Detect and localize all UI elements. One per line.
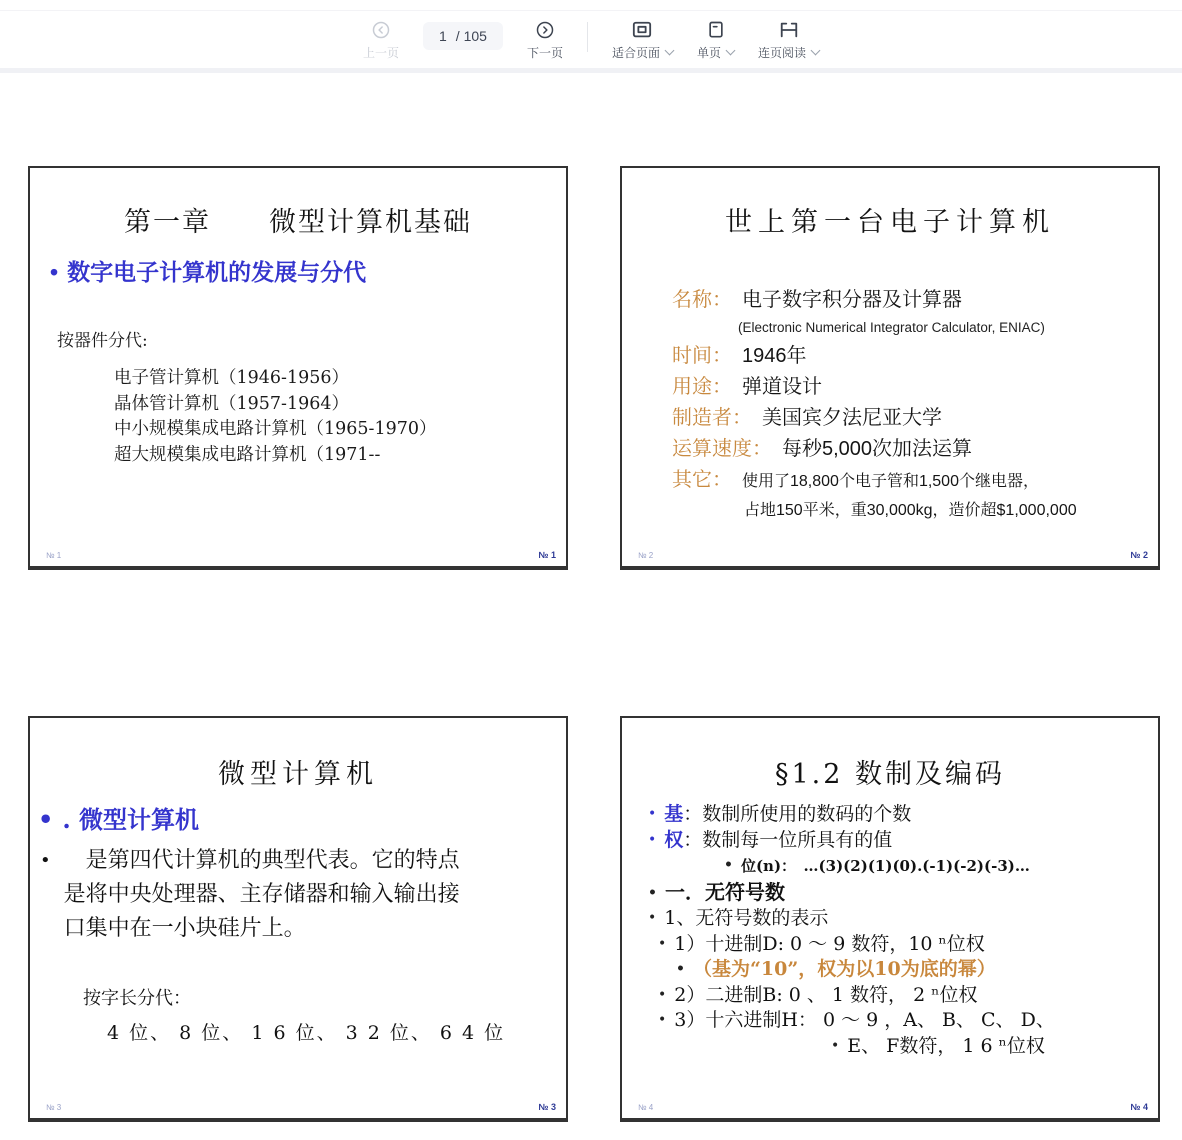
list-item: • 1）十进制D: 0 ～ 9 数符，10 ⁿ位权 bbox=[648, 932, 1150, 958]
paragraph-line: 是第四代计算机的典型代表。它的特点 bbox=[63, 848, 460, 873]
bullet-icon: • bbox=[648, 910, 657, 926]
number-system-list bbox=[648, 802, 1150, 1059]
slide3-title: 微型计算机 bbox=[218, 759, 378, 790]
fact-row bbox=[622, 371, 1158, 402]
list-item: • E、 F数符， 1 6 ⁿ位权 bbox=[648, 1034, 1150, 1060]
next-page-button[interactable] bbox=[527, 19, 563, 61]
fact-row bbox=[622, 284, 1158, 315]
fact-row bbox=[622, 433, 1158, 464]
fact-label: 用途： bbox=[672, 374, 732, 398]
bullet-icon: • bbox=[40, 850, 51, 871]
fit-page-icon bbox=[631, 19, 653, 41]
slide-number-left: № 2 bbox=[638, 551, 654, 560]
fact-value: 每秒5,000次加法运算 bbox=[782, 438, 973, 460]
fact-row bbox=[622, 464, 1158, 497]
continuous-read-icon bbox=[778, 19, 800, 41]
list-item: • 权：数制每一位所具有的值 bbox=[648, 828, 1150, 854]
fact-label: 时间： bbox=[672, 343, 732, 367]
bullet-icon: • bbox=[724, 857, 733, 873]
slide3-bullet-line: • . 微型计算机 bbox=[38, 805, 200, 834]
bullet-icon: • bbox=[658, 1012, 667, 1028]
generation-item: 中小规模集成电路计算机（1965-1970） bbox=[114, 419, 437, 439]
list-item: • 2）二进制B: 0 、 1 数符， 2 ⁿ位权 bbox=[648, 983, 1150, 1009]
slide-page-1[interactable] bbox=[28, 166, 568, 570]
fact-row bbox=[622, 315, 1158, 340]
generation-list bbox=[114, 366, 436, 468]
slide-page-2[interactable] bbox=[620, 166, 1160, 570]
fact-value: 使用了18,800个电子管和1,500个继电器， bbox=[742, 473, 1039, 490]
fact-value: 占地150平米，重30,000kg，造价超$1,000,000 bbox=[744, 502, 1077, 519]
list-item: • 一．无符号数 bbox=[648, 880, 1150, 907]
list-item: • 3）十六进制H： 0 ～ 9 ，A、 B、 C、 D、 bbox=[648, 1008, 1150, 1034]
fact-label: 制造者： bbox=[672, 405, 752, 429]
fact-label: 名称： bbox=[672, 287, 732, 311]
pdf-toolbar bbox=[0, 11, 1182, 68]
eniac-facts-list bbox=[622, 284, 1158, 524]
slide-number-left: № 3 bbox=[46, 1103, 62, 1112]
fact-value: 美国宾夕法尼亚大学 bbox=[762, 407, 942, 429]
slide3-paragraph bbox=[40, 844, 558, 946]
continuous-read-button[interactable] bbox=[758, 19, 819, 61]
fact-value: (Electronic Numerical Integrator Calculator, ENIAC) bbox=[738, 320, 1045, 335]
list-item: • 位(n)： …(3)(2)(1)(0).(-1)(-2)(-3)… bbox=[648, 853, 1150, 880]
toolbar-bottom-strip bbox=[0, 68, 1182, 73]
slide1-bullet-line: • 数字电子计算机的发展与分代 bbox=[50, 259, 367, 285]
prev-page-button[interactable] bbox=[363, 19, 399, 61]
page-indicator[interactable] bbox=[423, 22, 503, 50]
slide4-title: §1.2 数制及编码 bbox=[774, 759, 1006, 790]
next-page-label: 下一页 bbox=[526, 45, 563, 60]
fact-label: 其它： bbox=[672, 467, 732, 491]
list-item: • （基为“10”，权为以10为底的幂） bbox=[648, 957, 1150, 983]
fact-row bbox=[622, 497, 1158, 524]
single-page-button[interactable] bbox=[697, 19, 734, 61]
fact-value: 弹道设计 bbox=[742, 376, 822, 398]
bullet-icon: • bbox=[831, 1037, 840, 1054]
fact-row bbox=[622, 402, 1158, 433]
term-keyword: 基 bbox=[664, 803, 684, 825]
bullet-icon: • bbox=[648, 806, 657, 822]
bullet-icon: • bbox=[50, 259, 59, 285]
continuous-read-label: 连页阅读 bbox=[758, 45, 807, 60]
paragraph-line: 口集中在一小块硅片上。 bbox=[63, 916, 306, 941]
slide-page-4[interactable] bbox=[620, 716, 1160, 1122]
bullet-icon: • bbox=[648, 831, 657, 848]
toolbar-divider bbox=[587, 22, 588, 52]
slide-number-right: № 3 bbox=[538, 1102, 556, 1112]
slide-number-right: № 2 bbox=[1130, 550, 1148, 560]
slide1-intro: 按器件分代: bbox=[57, 331, 148, 351]
fit-page-button[interactable] bbox=[612, 19, 673, 61]
circle-chevron-right-icon bbox=[536, 19, 554, 41]
chevron-down-icon bbox=[665, 45, 675, 55]
circle-chevron-left-icon bbox=[372, 19, 390, 41]
single-page-icon bbox=[706, 19, 726, 41]
slide-number-left: № 1 bbox=[46, 551, 62, 560]
slide-number-right: № 1 bbox=[538, 550, 556, 560]
slide3-intro: 按字长分代： bbox=[83, 988, 191, 1009]
list-item: • 基：数制所使用的数码的个数 bbox=[648, 802, 1150, 828]
generation-item: 超大规模集成电路计算机（1971-- bbox=[114, 444, 381, 465]
fact-label: 运算速度： bbox=[672, 436, 772, 460]
fact-value: 1946年 bbox=[742, 345, 807, 367]
slide-number-right: № 4 bbox=[1130, 1102, 1148, 1112]
bullet-icon: • bbox=[676, 961, 685, 977]
prev-page-label: 上一页 bbox=[362, 45, 399, 60]
fit-page-label: 适合页面 bbox=[611, 45, 660, 60]
fact-value: 电子数字积分器及计算器 bbox=[742, 289, 962, 311]
term-keyword: 权 bbox=[664, 828, 684, 851]
slide2-title: 世上第一台电子计算机 bbox=[725, 207, 1055, 238]
slide-page-3[interactable] bbox=[28, 716, 568, 1122]
slide-number-left: № 4 bbox=[638, 1103, 654, 1112]
generation-item: 电子管计算机（1946-1956） bbox=[114, 368, 349, 388]
bullet-icon: • bbox=[658, 935, 667, 952]
slide1-title: 第一章 微型计算机基础 bbox=[124, 207, 472, 238]
bullet-icon: • bbox=[658, 986, 667, 1003]
page-total-label: / 105 bbox=[455, 27, 487, 44]
bullet-icon: • bbox=[38, 805, 54, 834]
paragraph-line: 是将中央处理器、主存储器和输入输出接 bbox=[63, 882, 460, 907]
chevron-down-icon bbox=[726, 45, 736, 55]
chevron-down-icon bbox=[811, 45, 821, 55]
single-page-label: 单页 bbox=[697, 45, 722, 60]
bullet-icon: • bbox=[648, 884, 657, 901]
generation-item: 晶体管计算机（1957-1964） bbox=[114, 393, 349, 414]
slide3-word-sizes: 4 位、 8 位、 1 6 位、 3 2 位、 6 4 位 bbox=[107, 1022, 506, 1044]
fact-row bbox=[622, 340, 1158, 371]
list-item: • 1、无符号数的表示 bbox=[648, 906, 1150, 932]
page-current-input[interactable]: 1 bbox=[439, 27, 447, 44]
